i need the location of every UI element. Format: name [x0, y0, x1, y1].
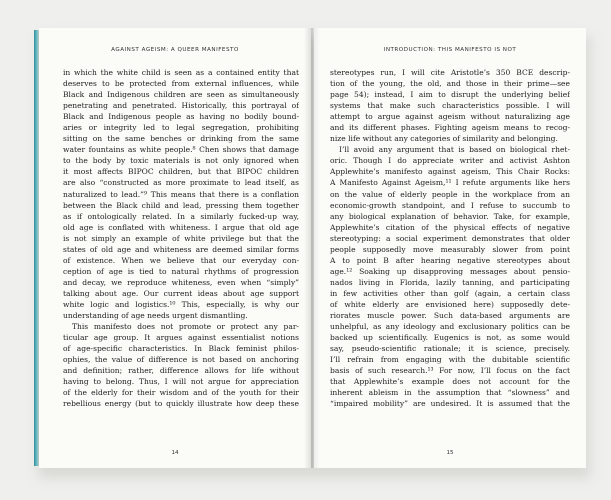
right-page-body-text: [330, 67, 570, 409]
left-page-number: 14: [171, 450, 179, 456]
text-line: talking about age. Our current ideas about age support: [63, 288, 299, 298]
text-line: any biological explanation of behavior. Take, for example,: [330, 211, 570, 221]
text-line: understanding of age needs urgent dismantling.: [63, 311, 248, 321]
text-line: systems that make such characteristics possible. I will: [330, 101, 570, 111]
text-line: tion of the young, the old, and those in their prime—see: [330, 79, 570, 89]
text-line: A Manifesto Against Ageism,¹¹ I refute arguments like hers: [330, 178, 570, 188]
text-line: basis of such research.¹³ For now, I’ll focus on the fact: [330, 366, 570, 376]
left-page: [39, 28, 311, 468]
text-line: attempt to argue against ageism without naturalizing age: [330, 112, 570, 122]
text-line: of white elderly are envisioned here) supposedly dete-: [330, 299, 570, 309]
text-line: Black and Indigenous people as having no bodily bound-: [63, 112, 299, 122]
text-line: rebellious energy (but to quickly illustrate how deep these: [63, 399, 299, 409]
text-line: in few activities other than golf (again, a certain class: [330, 288, 570, 298]
text-line: “impaired mobility” are undesired. It is assumed that the: [330, 399, 570, 409]
open-book: [34, 28, 586, 468]
text-line: ticular age group. It argues against essentialist notions: [63, 333, 299, 343]
text-line: old age is conflated with whiteness. I argue that old age: [63, 222, 299, 232]
text-line: of the elderly for their wisdom and of the youth for their: [63, 388, 299, 398]
text-line: nize life without any categories of similarity and belonging.: [330, 134, 558, 144]
text-line: ophies, the value of difference is not based on anchoring: [63, 355, 299, 365]
text-line: and its different phases. Fighting ageism means to recog-: [330, 123, 570, 133]
text-line: naturalized to lead.”⁹ This means that there is a conflation: [63, 189, 299, 199]
text-line: people supposedly move measurably slower from point: [330, 244, 570, 254]
text-line: of age-specific characteristics. In Black feminist philos-: [63, 344, 299, 354]
text-line: I’ll avoid any argument that is based on biological rhet-: [339, 145, 570, 155]
text-line: stereotypes run, I will cite Aristotle’s 350 BCE descrip-: [330, 68, 570, 77]
text-line: inherent ableism in the assumption that “slowness” and: [330, 388, 570, 398]
text-line: sitting on the same benches or drinking from the same: [63, 134, 299, 144]
text-line: that Applewhite’s example does not account for the: [330, 377, 570, 387]
text-line: Black and Indigenous children are seen as simultaneously: [63, 90, 299, 100]
text-line: of existence. When we believe that our everyday con-: [63, 255, 299, 265]
text-line: water fountains as white people.⁸ Chen shows that damage: [63, 145, 299, 155]
text-line: ception of age is tied to natural rhythms of progression: [63, 266, 299, 276]
right-page-number: 15: [446, 450, 454, 456]
text-line: states of old age and whiteness are deemed similar forms: [63, 244, 299, 254]
text-line: and definition; rather, difference allows for life without: [63, 366, 299, 376]
text-line: This manifesto does not promote or protect any par-: [72, 322, 299, 332]
text-line: riorates muscle power. Such data-based arguments are: [330, 311, 570, 321]
right-page: [314, 28, 586, 468]
text-line: age.¹² Soaking up disapproving messages about pensio-: [330, 266, 570, 276]
text-line: oric. Though I do appreciate writer and activist Ashton: [330, 156, 570, 166]
text-line: white logic and logistics.¹⁰ This, especially, is why our: [63, 299, 299, 309]
text-line: unhelpful, as any ideology and exclusionary politics can be: [330, 322, 570, 332]
text-line: are also “constructed as more proximate to lead itself, as: [63, 178, 299, 188]
right-page-running-header: INTRODUCTION: THIS MANIFESTO IS NOT: [383, 47, 517, 53]
left-page-body-text: [63, 67, 299, 409]
left-page-running-header: AGAINST AGEISM: A QUEER MANIFESTO: [111, 47, 239, 53]
text-line: it most affects BIPOC children, but that BIPOC children: [63, 167, 299, 177]
text-line: nados living in Florida, lazily tanning, and participating: [330, 277, 570, 287]
text-line: say, pseudo-scientific rationale; it is science, precisely.: [330, 344, 570, 354]
text-line: aries or integrity led to legal segregation, prohibiting: [63, 123, 299, 133]
text-line: Applewhite’s citation of the physical effects of negative: [330, 222, 570, 232]
text-line: A to point B after hearing negative stereotypes about: [330, 255, 570, 265]
text-line: stereotyping: a social experiment demonstrates that older: [330, 233, 570, 243]
text-line: between the Black child and lead, pressing them together: [63, 200, 299, 210]
text-line: and decay, we reproduce whiteness, even when “simply”: [63, 277, 299, 287]
text-line: to the body by toxic materials is not only ignored when: [63, 156, 299, 166]
text-line: is not simply an example of white privilege but that the: [63, 233, 299, 243]
text-line: having to belong. Thus, I will not argue for appreciation: [63, 377, 299, 387]
text-line: I’ll refrain from engaging with the dubitable scientific: [330, 355, 570, 365]
text-line: Applewhite’s manifesto against ageism, This Chair Rocks:: [330, 167, 570, 177]
text-line: deserves to be protected from external influences, while: [63, 79, 299, 89]
text-line: economic-growth standpoint, and I refuse to succumb to: [330, 200, 570, 210]
text-line: backed up scientifically. Eugenics is not, as some would: [330, 333, 570, 343]
page-gutter: [304, 28, 320, 468]
text-line: as if ontologically related. In a similarly fucked-up way,: [63, 211, 299, 221]
text-line: on the value of elderly people in the workplace from an: [330, 189, 570, 199]
text-line: penetrating and penetrated. Historically, this portrayal of: [63, 101, 299, 111]
text-line: page 54); instead, I aim to disrupt the underlying belief: [330, 90, 570, 100]
text-line: in which the white child is seen as a contained entity that: [63, 68, 299, 77]
